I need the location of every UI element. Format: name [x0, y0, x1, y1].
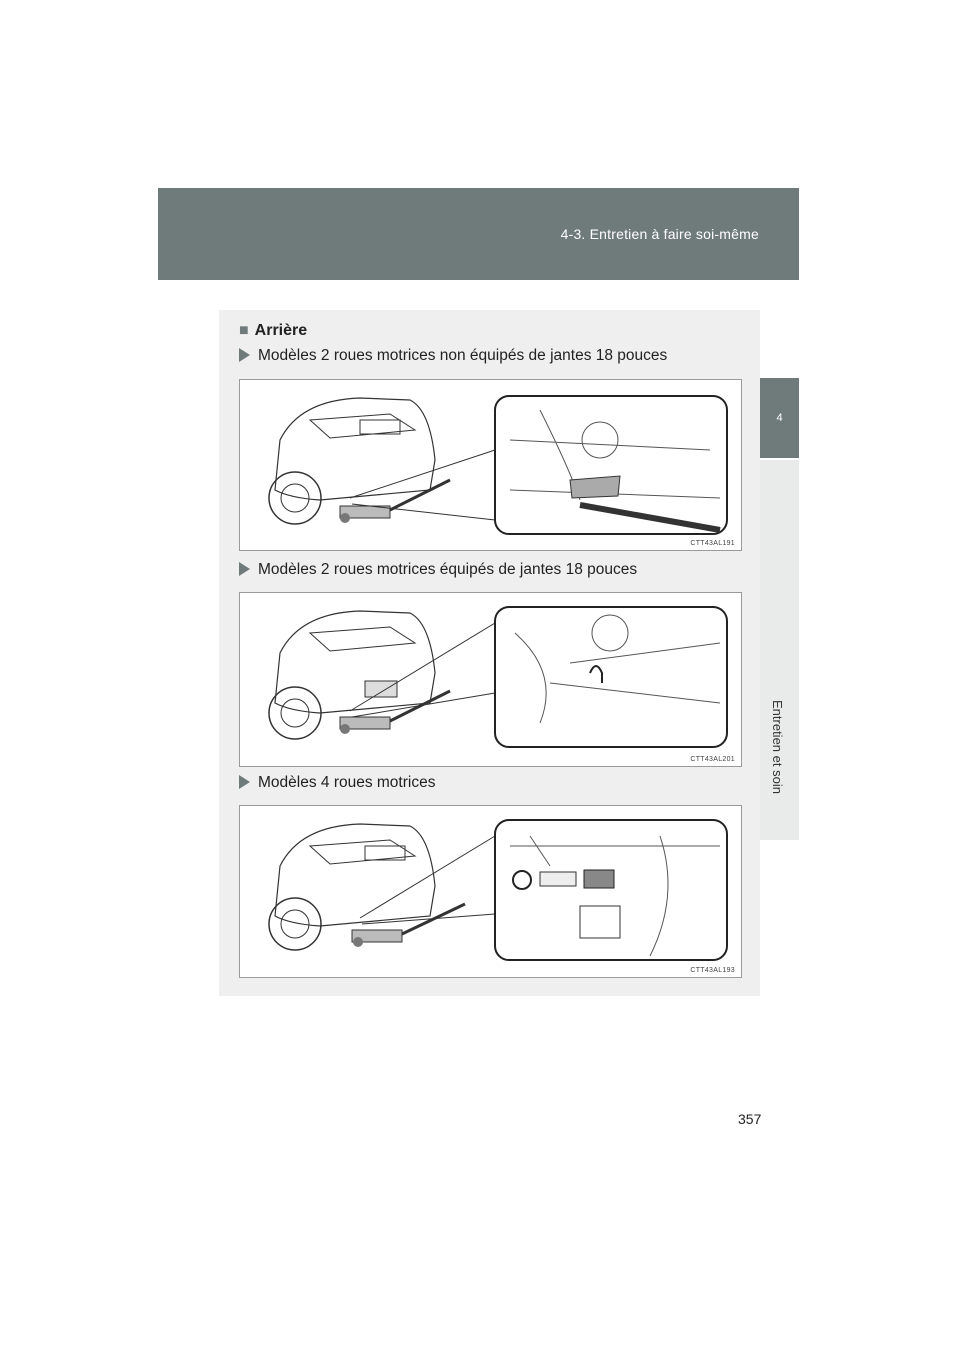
section-title-text: Arrière	[254, 322, 308, 339]
square-bullet-icon: ■	[239, 322, 249, 339]
variant-heading-2	[239, 561, 637, 579]
figure-code-2: CTT43AL201	[690, 756, 735, 763]
chapter-tab-number: 4	[760, 378, 799, 458]
section-header-title: 4-3. Entretien à faire soi-même	[560, 226, 759, 242]
figure-rear-jack-point-2wd-no-18in	[239, 379, 742, 551]
triangle-bullet-icon	[239, 562, 250, 576]
illustration-car-jack-2	[240, 593, 741, 766]
illustration-car-jack-1	[240, 380, 741, 550]
variant-heading-3	[239, 774, 435, 792]
variant-label-2: Modèles 2 roues motrices équipés de jantes 18 pouces	[258, 561, 638, 578]
header-band	[158, 188, 799, 280]
page-number: 357	[738, 1111, 762, 1127]
chapter-tab-label: Entretien et soin	[770, 700, 785, 794]
figure-rear-jack-point-4wd	[239, 805, 742, 978]
illustration-car-jack-3	[240, 806, 741, 977]
variant-label-1: Modèles 2 roues motrices non équipés de jantes 18 pouces	[258, 347, 668, 364]
triangle-bullet-icon	[239, 775, 250, 789]
figure-code-1: CTT43AL191	[690, 540, 735, 547]
figure-code-3: CTT43AL193	[690, 967, 735, 974]
figure-rear-jack-point-2wd-18in	[239, 592, 742, 767]
variant-label-3: Modèles 4 roues motrices	[258, 774, 436, 791]
chapter-tab	[760, 460, 799, 840]
variant-heading-1	[239, 347, 667, 365]
section-title	[239, 322, 307, 340]
triangle-bullet-icon	[239, 348, 250, 362]
